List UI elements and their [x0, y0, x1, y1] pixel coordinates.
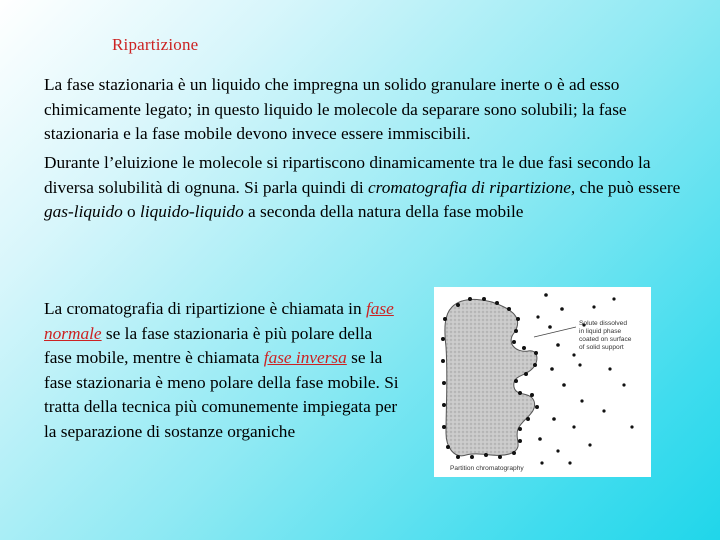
annotation-line-4: of solid support	[579, 344, 624, 351]
link-fase-normale[interactable]: fase normale	[44, 299, 394, 343]
annotation-leader-line	[534, 327, 576, 337]
annotation-line-3: coated on surface	[579, 336, 632, 343]
annotation-line-1: Solute dissolved	[579, 320, 628, 327]
solid-support-shape	[445, 299, 537, 455]
text-run: se la fase stazionaria è meno polare della fase mobile. Si tratta della tecnica più comunemente impiegata per la separazione di sostanze organiche	[44, 348, 399, 441]
figure-caption: Partition chromatography	[450, 465, 524, 472]
term-cromatografia-ripartizione: cromatografia di ripartizione	[367, 177, 571, 197]
text-run: La cromatografia di ripartizione è chiamata in	[44, 299, 366, 318]
text-run: se la fase stazionaria è più polare della fase mobile, mentre è chiamata	[44, 323, 373, 367]
text-run: o	[122, 202, 141, 221]
figure-drawing	[434, 287, 651, 477]
paragraph-stationary-phase: La fase stazionaria è un liquido che impregna un solido granulare inerte o è ad esso chimicamente legato; in questo liquido le molecole da separare sono solubili; la fase stazionaria e la fase mobile devono invece essere immiscibili.	[44, 75, 627, 143]
mobile-solute-dots	[536, 293, 633, 464]
text-run: Durante l’eluizione le molecole si ripartiscono dinamicamente tra le due fasi secondo la diversa solubilità di ognuna. Si parla quindi di	[44, 153, 651, 197]
partition-chromatography-figure	[434, 287, 651, 477]
term-liquido-liquido: liquido-liquido	[140, 202, 244, 221]
annotation-line-2: in liquid phase	[579, 328, 622, 335]
text-run: a seconda della natura della fase mobile	[243, 202, 524, 221]
link-fase-inversa[interactable]: fase inversa	[263, 348, 347, 367]
text-run: , che può essere	[570, 177, 681, 197]
paragraph-elution	[44, 151, 694, 225]
term-gas-liquido: gas-liquido	[44, 202, 123, 221]
slide-title: Ripartizione	[112, 35, 199, 54]
paragraph-phase-types	[44, 297, 404, 444]
